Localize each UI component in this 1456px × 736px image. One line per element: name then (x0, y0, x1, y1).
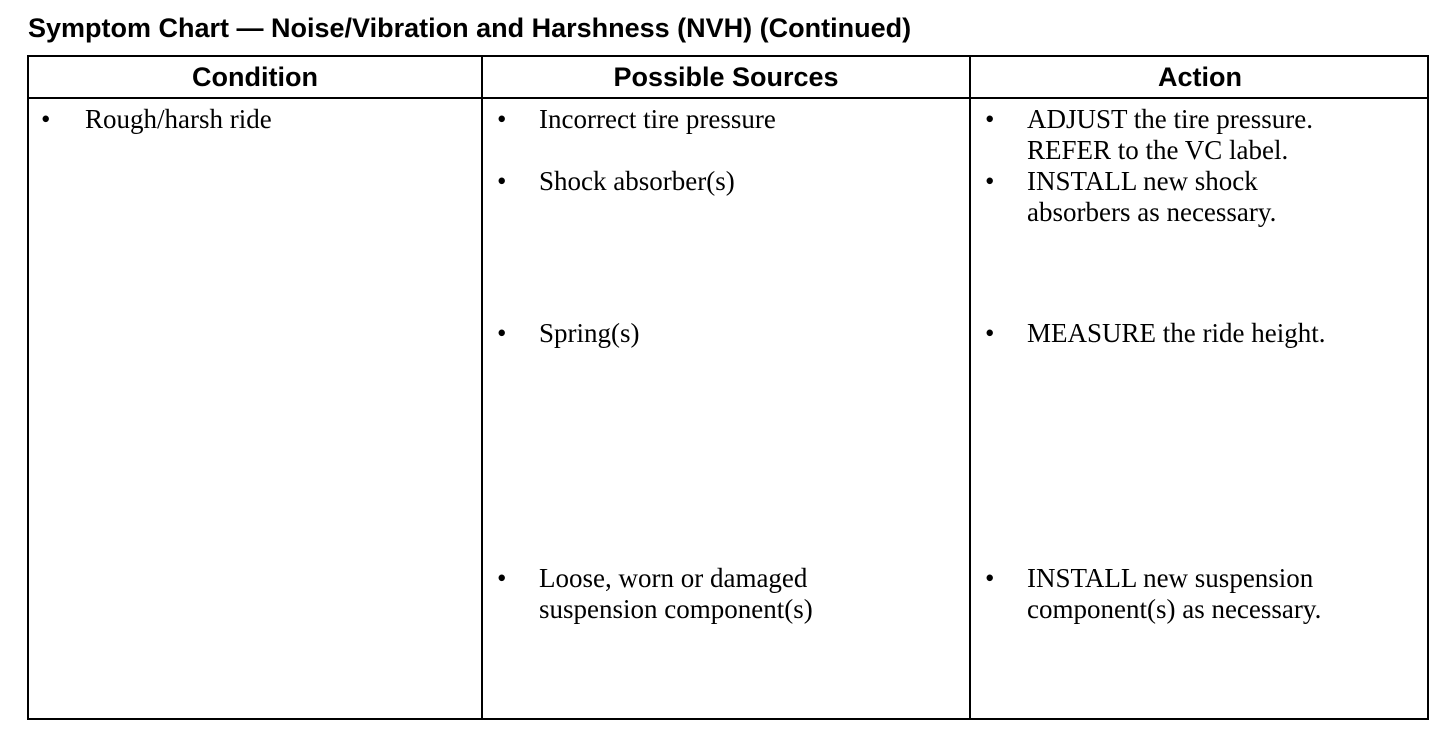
source-line: Spring(s) (539, 318, 640, 348)
source-item (539, 104, 776, 135)
column-divider (969, 57, 971, 718)
bullet-icon: • (497, 563, 507, 593)
source-line: Loose, worn or damaged (539, 563, 808, 593)
symptom-chart-table (27, 55, 1429, 720)
header-action: Action (1158, 62, 1242, 92)
bullet-icon: • (497, 104, 507, 134)
source-line: Incorrect tire pressure (539, 104, 776, 134)
header-condition: Condition (192, 62, 318, 92)
source-line: suspension component(s) (539, 594, 813, 624)
page-title: Symptom Chart — Noise/Vibration and Harshness (NVH) (Continued) (28, 13, 912, 43)
header-divider (29, 97, 1427, 99)
action-line: component(s) as necessary. (1027, 594, 1322, 624)
action-item (1027, 104, 1313, 166)
action-line: absorbers as necessary. (1027, 197, 1277, 227)
source-item (539, 318, 640, 349)
column-divider (481, 57, 483, 718)
bullet-icon: • (985, 104, 995, 134)
bullet-icon: • (985, 318, 995, 348)
condition-text: Rough/harsh ride (85, 104, 272, 134)
action-item (1027, 166, 1276, 228)
bullet-icon: • (985, 563, 995, 593)
action-line: INSTALL new shock (1027, 166, 1258, 196)
action-line: MEASURE the ride height. (1027, 318, 1326, 348)
header-possible-sources: Possible Sources (613, 62, 839, 92)
source-item (539, 563, 813, 625)
source-item (539, 166, 735, 197)
source-line: Shock absorber(s) (539, 166, 735, 196)
bullet-icon: • (497, 166, 507, 196)
action-line: REFER to the VC label. (1027, 135, 1289, 165)
action-line: INSTALL new suspension (1027, 563, 1314, 593)
action-item (1027, 563, 1321, 625)
bullet-icon: • (497, 318, 507, 348)
bullet-icon: • (41, 104, 51, 134)
bullet-icon: • (985, 166, 995, 196)
action-item (1027, 318, 1325, 349)
action-line: ADJUST the tire pressure. (1027, 104, 1313, 134)
